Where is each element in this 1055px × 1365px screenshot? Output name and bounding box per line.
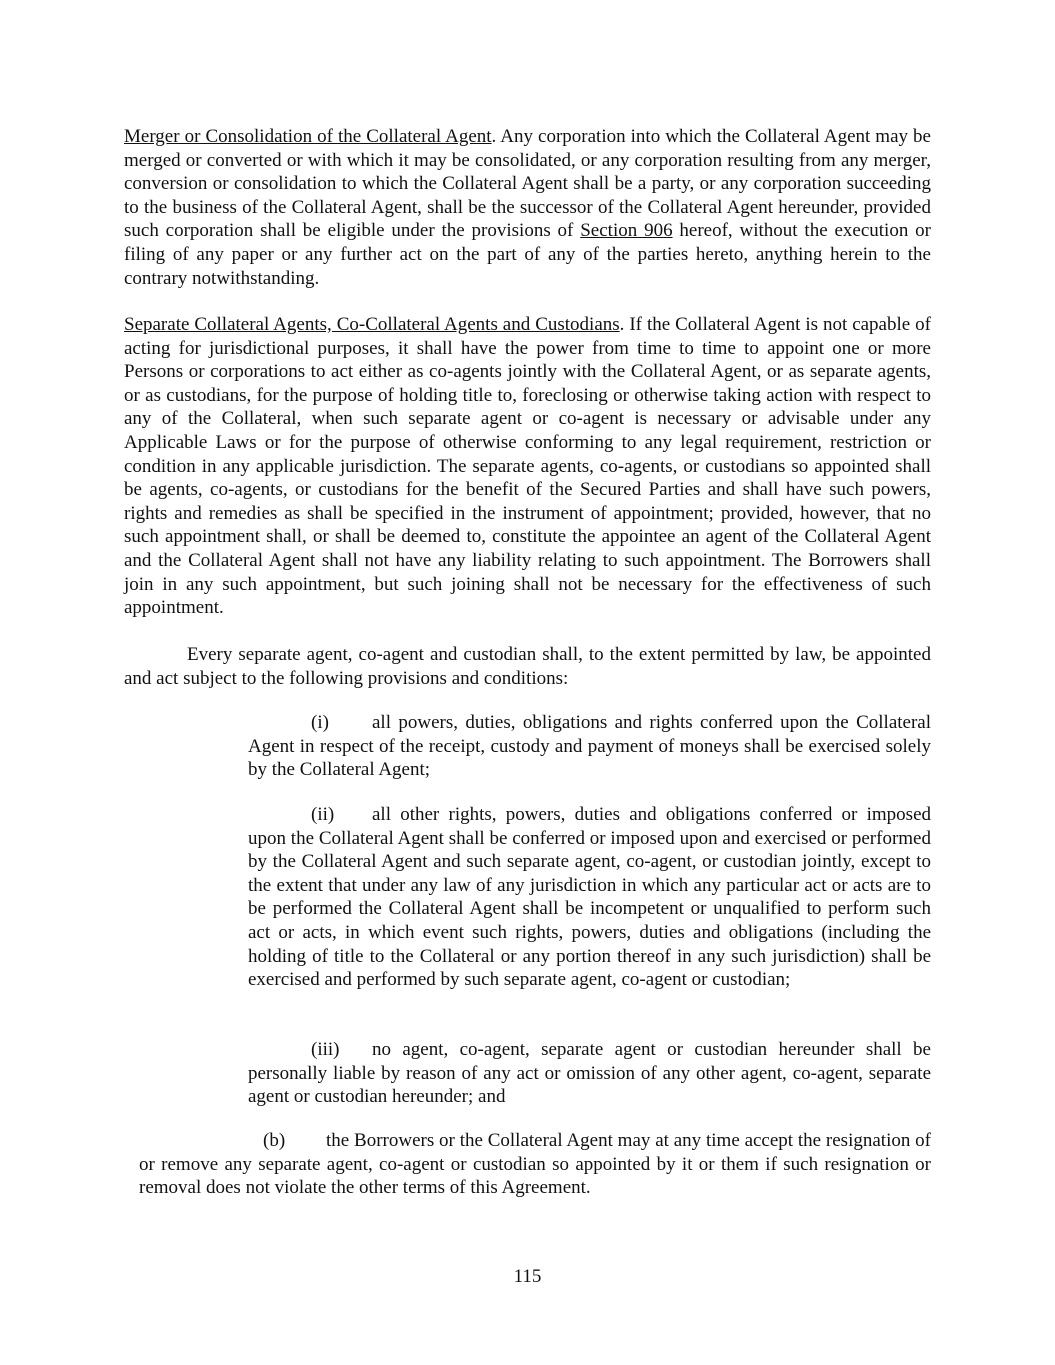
provision-text: all powers, duties, obligations and rights conferred upon the Collateral Agent in respect of the receipt, custody and payment of moneys shall be exercised solely by the Collateral Agent; (248, 712, 931, 781)
section-reference: Section 906 (580, 220, 673, 242)
separate-agents-text: . If the Collateral Agent is not capable of acting for jurisdictional purposes, it shall have the power from time to time to appoint one or more Persons or corporations to act either as co-agents jointly with the Collateral Agent, or as separate agents, or as custodians, for the purpose of holding title to, foreclosing or otherwise taking action with respect to any of the Collateral, when such separate agent or co-agent is necessary or advisable under any Applicable Laws or for the purpose of otherwise conforming to any legal requirement, restriction or condition in any applicable jurisdiction. The separate agents, co-agents, or custodians so appointed shall be agents, co-agents, or custodians for the benefit of the Secured Parties and shall have such powers, rights and remedies as shall be specified in the instrument of appointment; provided, however, that no such appointment shall, or shall be deemed to, constitute the appointee an agent of the Collateral Agent and the Collateral Agent shall not have any liability relating to such appointment. The Borrowers shall join in any such appointment, but such joining shall not be necessary for the effectiveness of such appointment. (124, 314, 931, 619)
provision-item (248, 711, 931, 782)
merger-text-b: hereof, without the execution or filing of any paper or any further act on the part of any of the parties hereto, anything herein to the contrary notwithstanding. (124, 220, 931, 289)
separate-agents-heading: Separate Collateral Agents, Co-Collateral Agents and Custodians (124, 314, 620, 335)
provision-number: (iii) (311, 1039, 340, 1060)
merger-text-a: . Any corporation into which the Collateral Agent may be merged or converted or with which it may be consolidated, or any corporation resulting from any merger, conversion or consolidation to which the Collateral Agent shall be a party, or any corporation succeeding to the business of the Collateral Agent, shall be the successor of the Collateral Agent hereunder, provided such corporation shall be eligible under the provisions of (124, 126, 931, 242)
clause-b-text: the Borrowers or the Collateral Agent may at any time accept the resignation of or remove any separate agent, co-agent or custodian so appointed by it or them if such resignation or removal does not violate the other terms of this Agreement. (139, 1130, 931, 1199)
provision-number: (ii) (311, 804, 335, 825)
provision-text: no agent, co-agent, separate agent or custodian hereunder shall be personally liable by reason of any act or omission of any other agent, co-agent, separate agent or custodian hereunder; and (248, 1039, 931, 1108)
provision-text: all other rights, powers, duties and obligations conferred or imposed upon the Collateral Agent shall be conferred or imposed upon and exercised or performed by the Collateral Agent and such separate agent, co-agent, or custodian jointly, except to the extent that under any law of any jurisdiction in which any particular act or acts are to be performed the Collateral Agent shall be incompetent or unqualified to perform such act or acts, in which event such rights, powers, duties and obligations (including the holding of title to the Collateral or any portion thereof in any such jurisdiction) shall be exercised and performed by such separate agent, co-agent or custodian; (248, 804, 931, 991)
provision-number: (i) (311, 712, 329, 733)
clause-b-paragraph (139, 1129, 931, 1200)
merger-heading: Merger or Consolidation of the Collateral Agent (124, 126, 492, 147)
provisions-intro-paragraph: Every separate agent, co-agent and custodian shall, to the extent permitted by law, be appointed and act subject to the following provisions and conditions: (124, 644, 931, 689)
merger-paragraph (124, 125, 931, 290)
provision-item (248, 1038, 931, 1109)
separate-agents-paragraph (124, 313, 931, 620)
provision-item (248, 803, 931, 992)
clause-b-number: (b) (263, 1130, 286, 1151)
page-number: 115 (513, 1266, 542, 1287)
